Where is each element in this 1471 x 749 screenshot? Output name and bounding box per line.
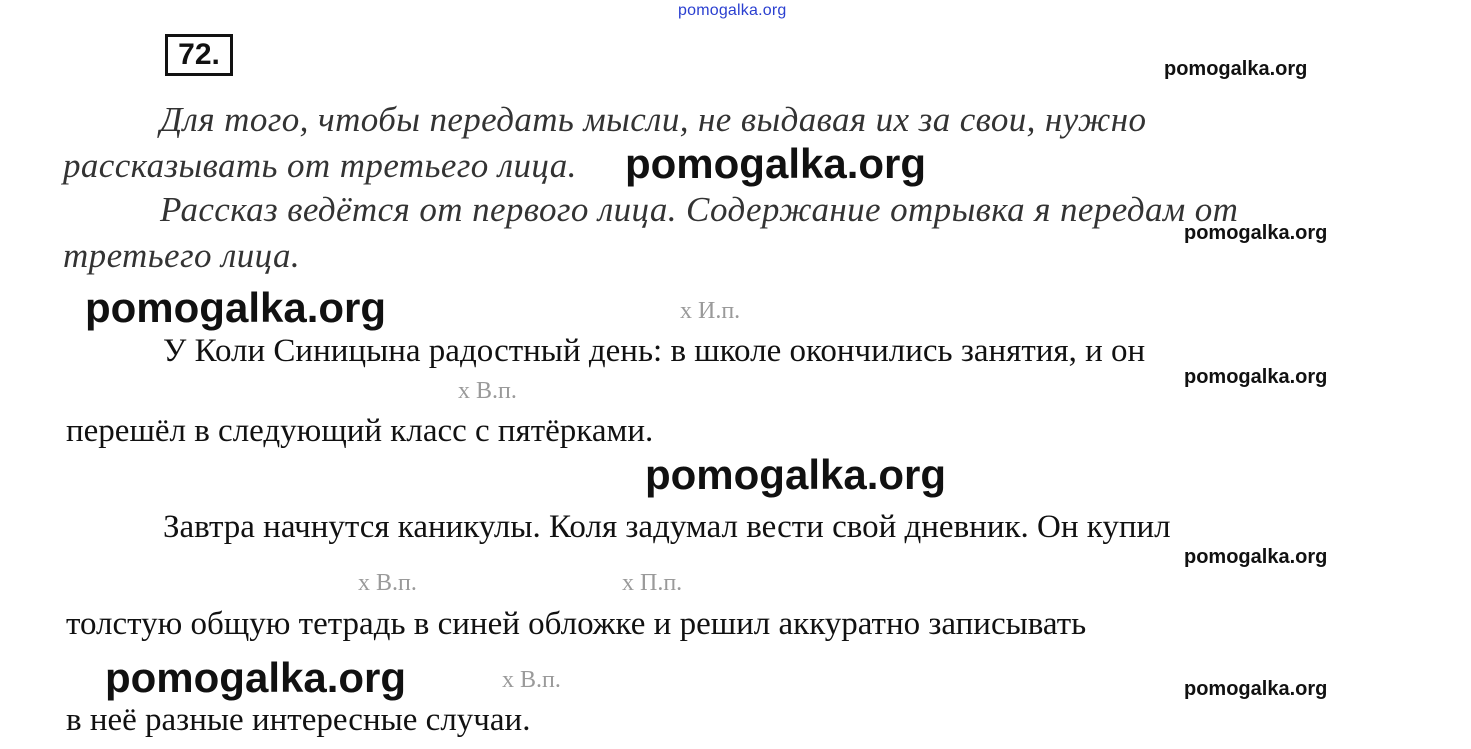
- watermark: pomogalka.org: [1184, 546, 1328, 568]
- watermark: pomogalka.org: [1184, 222, 1328, 244]
- watermark: pomogalka.org: [105, 654, 407, 701]
- answer-para2-line2: третьего лица.: [63, 236, 301, 275]
- text-line-3: Завтра начнутся каникулы. Коля задумал вести свой дневник. Он купил: [163, 509, 1171, 545]
- answer-para1-line2: рассказывать от третьего лица.: [63, 146, 577, 185]
- answer-para2-line1: Рассказ ведётся от первого лица. Содержание отрывка я передам от: [160, 190, 1239, 229]
- case-annotation: х В.п.: [358, 570, 417, 596]
- text-line-5: в неё разные интересные случаи.: [66, 702, 531, 738]
- text-line-2: перешёл в следующий класс с пятёрками.: [66, 413, 654, 449]
- watermark: pomogalka.org: [625, 140, 927, 187]
- watermark: pomogalka.org: [645, 451, 947, 498]
- exercise-number: 72.: [165, 34, 233, 76]
- text-line-4: толстую общую тетрадь в синей обложке и решил аккуратно записывать: [66, 606, 1087, 642]
- watermark: pomogalka.org: [85, 284, 387, 331]
- text-line-1: У Коли Синицына радостный день: в школе окончились занятия, и он: [163, 333, 1146, 369]
- watermark: pomogalka.org: [1184, 678, 1328, 700]
- answer-para1-line1: Для того, чтобы передать мысли, не выдавая их за свои, нужно: [160, 100, 1147, 139]
- case-annotation: х П.п.: [622, 570, 683, 596]
- case-annotation: х И.п.: [680, 298, 741, 324]
- site-link[interactable]: pomogalka.org: [678, 2, 787, 19]
- watermark: pomogalka.org: [1164, 58, 1308, 80]
- case-annotation: х В.п.: [502, 667, 561, 693]
- watermark: pomogalka.org: [1184, 366, 1328, 388]
- case-annotation: х В.п.: [458, 378, 517, 404]
